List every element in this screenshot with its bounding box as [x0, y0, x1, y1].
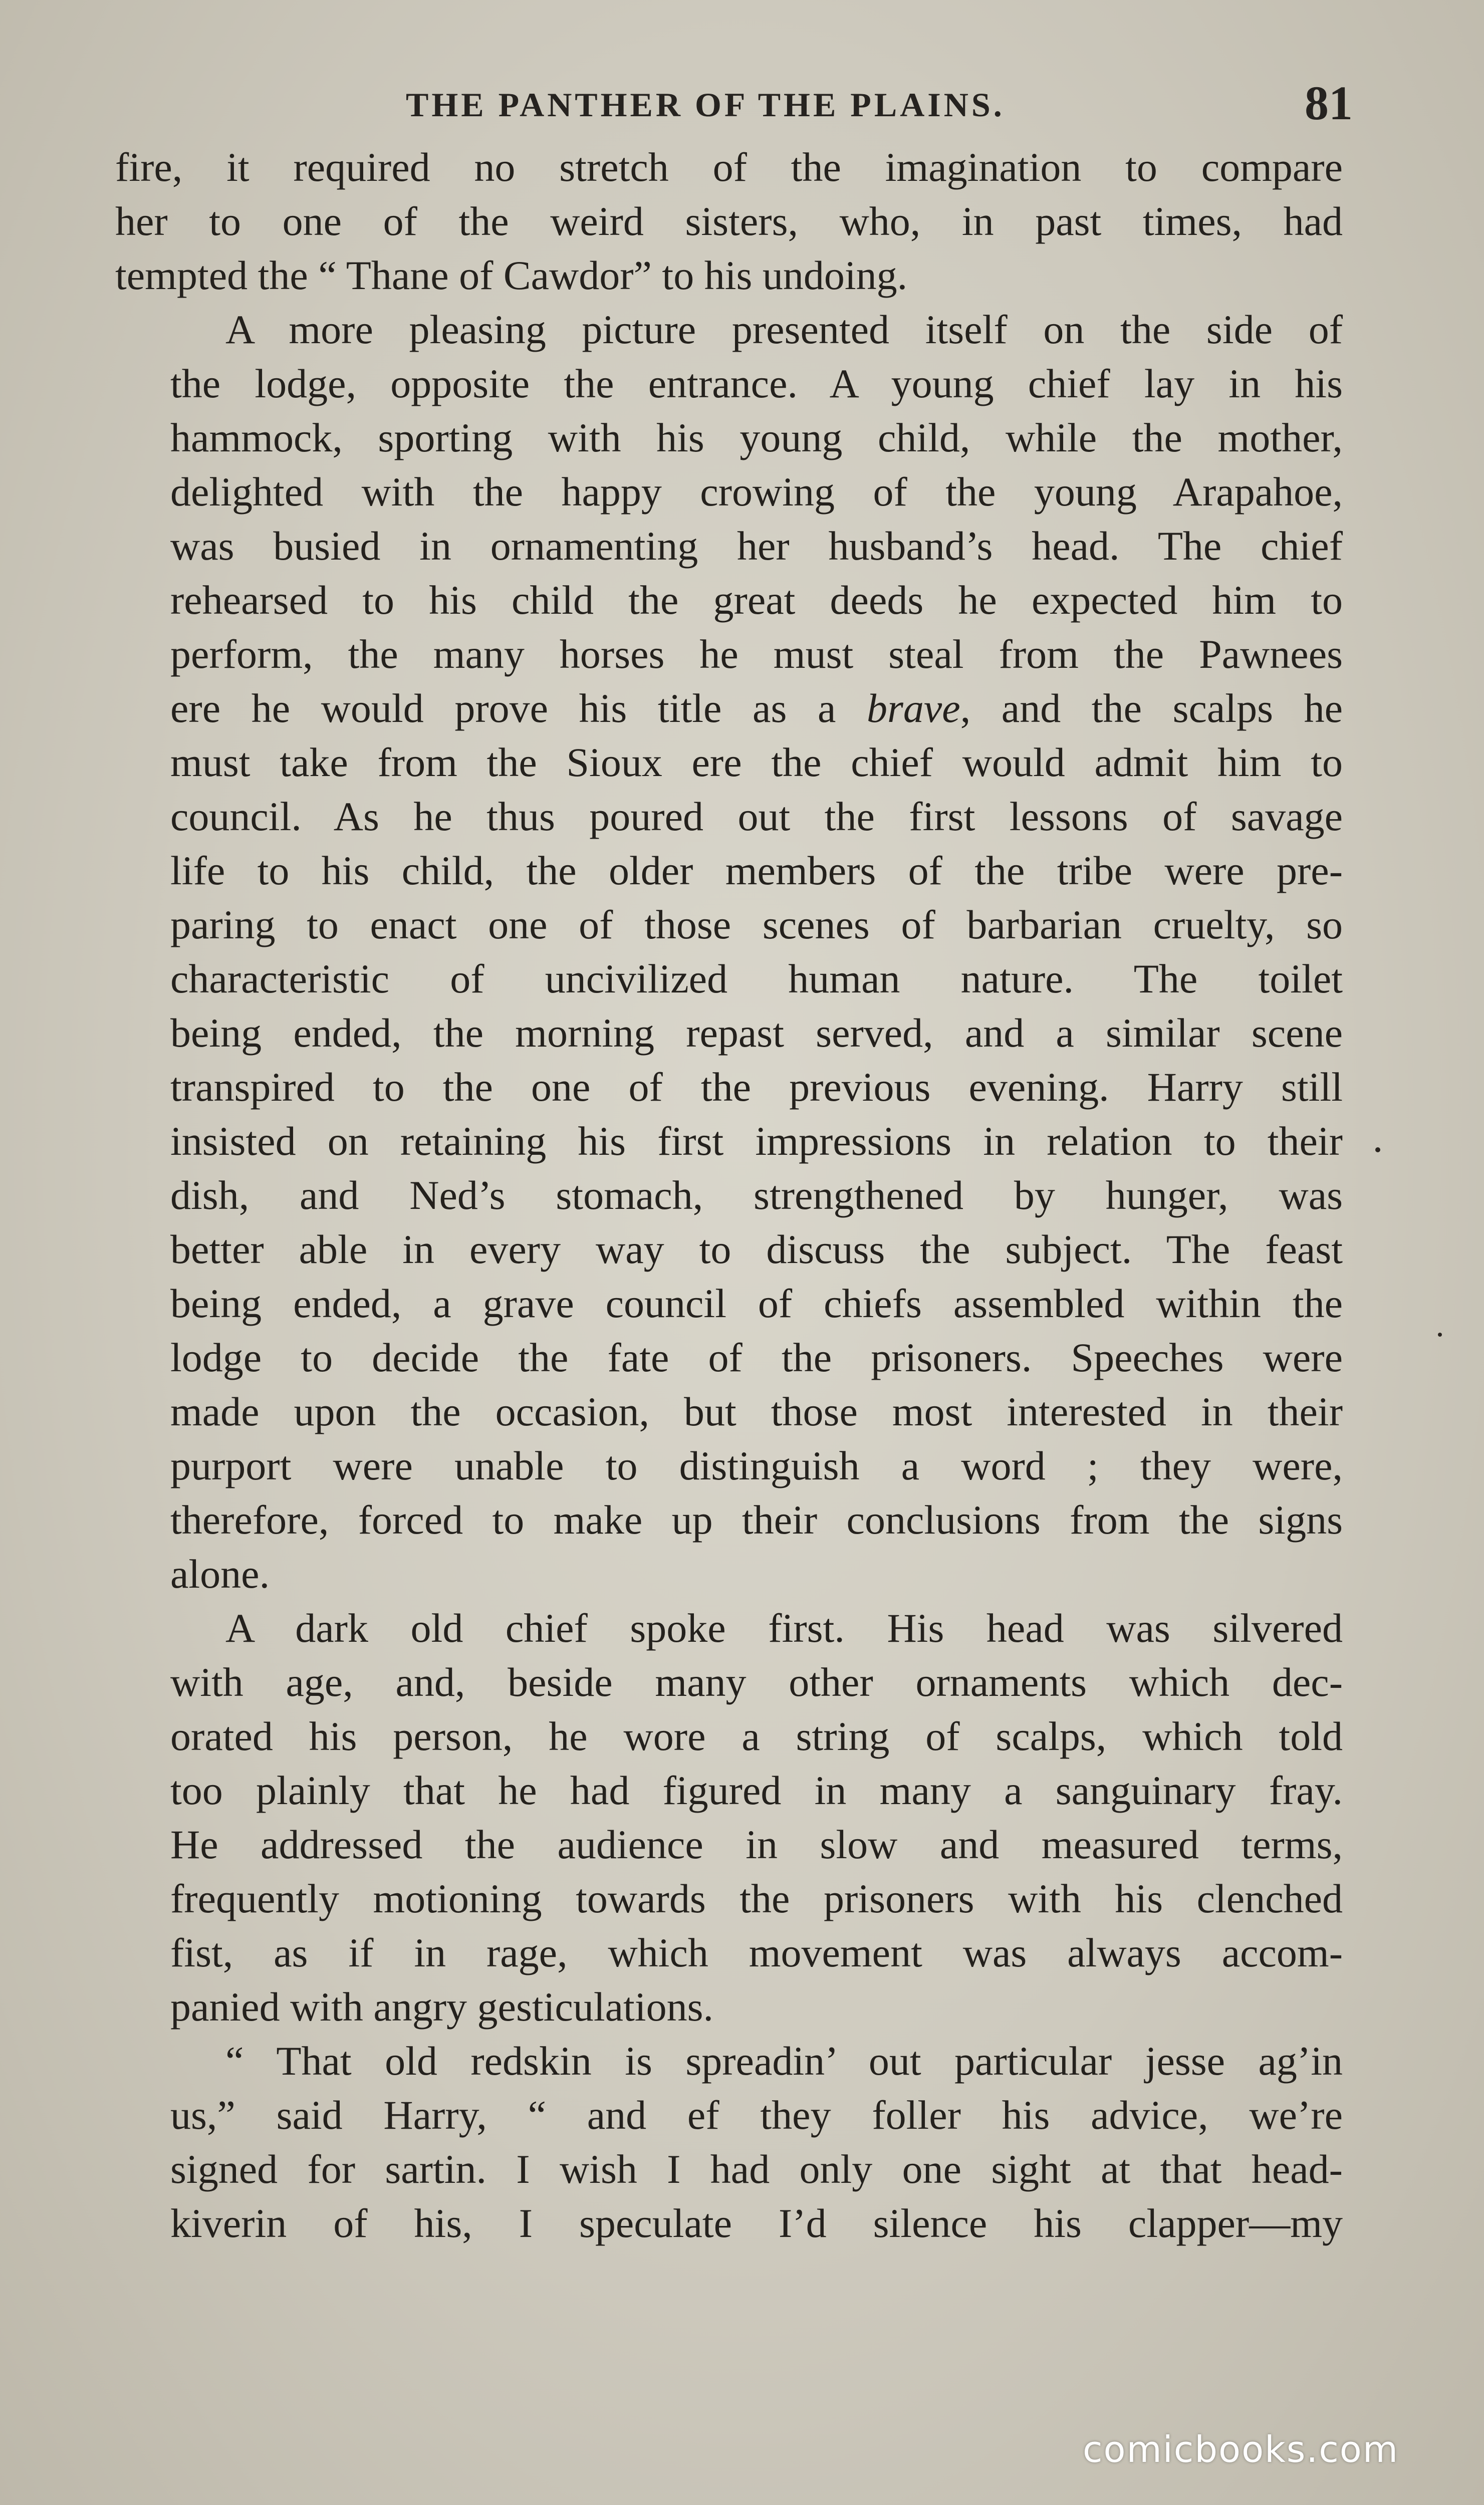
- text-line: better able in every way to discuss the subject. The feast: [170, 1226, 1343, 1272]
- text-line: alone.: [170, 1551, 270, 1597]
- text-line: was busied in ornamenting her husband’s head. The chief: [170, 523, 1343, 569]
- text-line: must take from the Sioux ere the chief would admit him to: [170, 739, 1343, 785]
- text-line: hammock, sporting with his young child, while the mother,: [170, 415, 1343, 460]
- text-line: fist, as if in rage, which movement was always accom-: [170, 1930, 1343, 1975]
- body-text: [115, 140, 1343, 2250]
- text-line: being ended, a grave council of chiefs assembled within the: [170, 1281, 1343, 1326]
- watermark-text: comicbooks.com: [1082, 2428, 1399, 2470]
- text-line: perform, the many horses he must steal from the Pawnees: [170, 631, 1343, 677]
- text-line: her to one of the weird sisters, who, in past times, had: [115, 198, 1343, 244]
- paragraph-3: [115, 1601, 1343, 2034]
- text-line: A more pleasing picture presented itself on the side of: [225, 307, 1343, 352]
- text-line: fire, it required no stretch of the imagination to compare: [115, 144, 1343, 190]
- text-line: frequently motioning towards the prisoners with his clenched: [170, 1876, 1343, 1921]
- text-line: the lodge, opposite the entrance. A young chief lay in his: [170, 361, 1343, 406]
- text-line: orated his person, he wore a string of scalps, which told: [170, 1713, 1343, 1759]
- text-line: delighted with the happy crowing of the young Arapahoe,: [170, 469, 1343, 515]
- text-line: paring to enact one of those scenes of barbarian cruelty, so: [170, 902, 1343, 947]
- text-line: signed for sartin. I wish I had only one sight at that head-: [170, 2146, 1343, 2192]
- text-line: insisted on retaining his first impressions in relation to their: [170, 1118, 1343, 1164]
- ink-speck: [1438, 1333, 1442, 1337]
- paragraph-4: [115, 2034, 1343, 2250]
- text-line: ere he would prove his title as a brave, and the scalps he: [170, 685, 1343, 731]
- paragraph-2: [115, 303, 1343, 1601]
- text-line: characteristic of uncivilized human nature. The toilet: [170, 956, 1343, 1001]
- text-line: made upon the occasion, but those most interested in their: [170, 1389, 1343, 1434]
- text-line: with age, and, beside many other ornaments which dec-: [170, 1659, 1343, 1705]
- text-line: panied with angry gesticulations.: [170, 1984, 713, 2030]
- text-line: “ That old redskin is spreadin’ out particular jesse ag’in: [225, 2038, 1343, 2084]
- text-line: tempted the “ Thane of Cawdor” to his undoing.: [115, 253, 908, 298]
- text-line: us,” said Harry, “ and ef they foller his advice, we’re: [170, 2092, 1343, 2138]
- text-line: rehearsed to his child the great deeds he expected him to: [170, 577, 1343, 623]
- text-line: lodge to decide the fate of the prisoners. Speeches were: [170, 1335, 1343, 1380]
- text-line: life to his child, the older members of the tribe were pre-: [170, 848, 1343, 893]
- text-line: dish, and Ned’s stomach, strengthened by hunger, was: [170, 1172, 1343, 1218]
- running-title: THE PANTHER OF THE PLAINS.: [406, 86, 1005, 124]
- page-number: 81: [1305, 76, 1353, 130]
- text-line: kiverin of his, I speculate I’d silence his clapper—my: [170, 2200, 1343, 2246]
- ink-speck: [1375, 1147, 1380, 1152]
- text-line: council. As he thus poured out the first lessons of savage: [170, 794, 1343, 839]
- text-line: A dark old chief spoke first. His head was silvered: [225, 1605, 1343, 1651]
- text-line: therefore, forced to make up their conclusions from the signs: [170, 1497, 1343, 1543]
- text-line: too plainly that he had figured in many a sanguinary fray.: [170, 1768, 1343, 1813]
- text-line: purport were unable to distinguish a word ; they were,: [170, 1443, 1343, 1488]
- text-line: transpired to the one of the previous evening. Harry still: [170, 1064, 1343, 1110]
- text-line: being ended, the morning repast served, and a similar scene: [170, 1010, 1343, 1056]
- text-line: He addressed the audience in slow and measured terms,: [170, 1822, 1343, 1867]
- running-head: [115, 75, 1353, 130]
- paragraph-1: [115, 140, 1343, 303]
